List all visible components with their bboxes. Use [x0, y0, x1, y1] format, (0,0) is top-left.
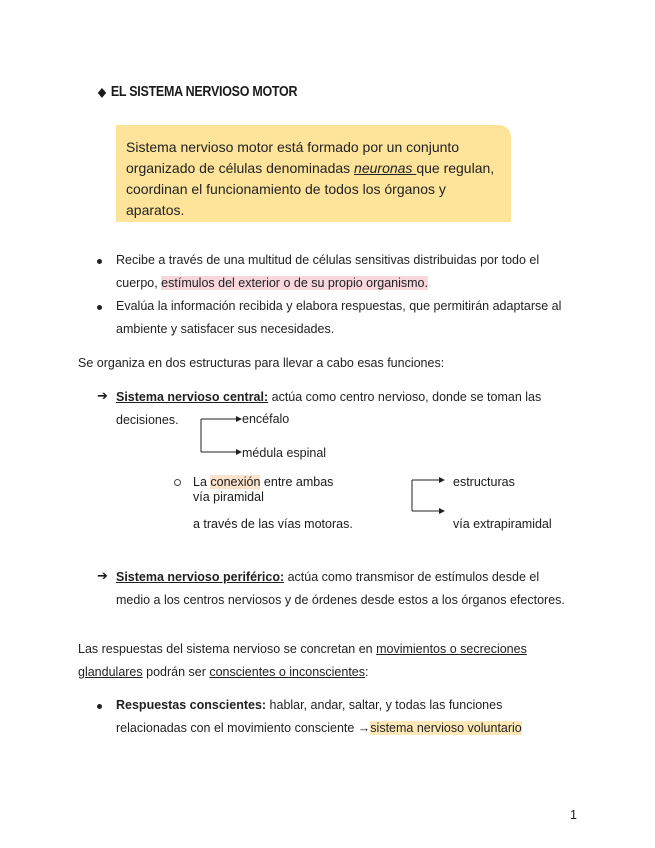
circle-bullet-icon — [174, 479, 181, 486]
sub-post: entre ambas — [260, 475, 334, 489]
conscious-item — [116, 694, 596, 739]
arrow-right-icon: → — [357, 720, 371, 735]
branch-bracket-icon — [409, 477, 445, 515]
central-item — [116, 386, 586, 431]
bullet-item-1 — [116, 249, 586, 294]
peripheral-desc: actúa como transmisor de estímulos desde el — [284, 570, 540, 584]
bullet-item-2 — [116, 295, 586, 340]
conscious-highlight: sistema nervioso voluntario — [370, 720, 522, 735]
central-label: Sistema nervioso central: — [116, 390, 269, 404]
sub-line1 — [193, 475, 333, 490]
sub-highlight: conexión — [210, 475, 261, 489]
conscious-label: Respuestas conscientes: — [116, 698, 267, 712]
branch-medula: médula espinal — [242, 446, 327, 460]
responses-underline-1: movimientos o secreciones — [376, 642, 527, 656]
arrow-right-icon: ➔ — [97, 388, 108, 403]
sub-right-bottom: vía extrapiramidal — [453, 517, 552, 531]
intro-text: Se organiza en dos estructuras para llevar a cabo esas funciones: — [78, 356, 445, 370]
bullet-1-highlight: estímulos del exterior o de su propio organismo. — [161, 275, 428, 290]
sub-right-top: estructuras — [453, 475, 515, 489]
sub-pre: La — [193, 475, 211, 489]
central-desc: actúa como centro nervioso, donde se toman las — [268, 390, 542, 404]
bullet-2-line2: ambiente y satisfacer sus necesidades. — [116, 321, 335, 336]
bullet-2-line1: Evalúa la información recibida y elabora respuestas, que permitirán adaptarse al — [116, 299, 562, 313]
callout-text-post: que regulan, coordinan el funcionamiento de todos los órganos y aparatos. — [126, 160, 495, 218]
callout-emphasis: neuronas — [354, 160, 417, 176]
responses-underline-2: conscientes o inconscientes — [209, 664, 366, 679]
heading-text: EL SISTEMA NERVIOSO MOTOR — [110, 84, 298, 100]
peripheral-item — [116, 566, 596, 611]
bullet-1-line2 — [116, 272, 586, 295]
callout-text-pre: Sistema nervioso motor está formado por un conjunto organizado de células denominadas — [126, 139, 460, 176]
page-number: 1 — [570, 808, 577, 822]
sub-line3: a través de las vías motoras. — [193, 517, 353, 531]
responses-pre: Las respuestas del sistema nervioso se concretan en — [78, 642, 377, 656]
responses-end: : — [365, 664, 369, 679]
responses-underline-1b: glandulares — [78, 664, 143, 679]
central-line2: decisiones. — [116, 412, 179, 427]
conscious-line2-pre: relacionadas con el movimiento consciente — [116, 720, 358, 735]
arrow-right-icon: ➔ — [97, 568, 108, 583]
responses-paragraph — [78, 638, 558, 683]
responses-mid: podrán ser — [142, 664, 210, 679]
bullet-dot-icon — [97, 305, 102, 310]
bullet-1-line2-pre: cuerpo, — [116, 275, 162, 290]
definition-callout — [116, 125, 511, 222]
bullet-dot-icon — [97, 259, 102, 264]
peripheral-line2: medio a los centros nerviosos y de órdenes desde estos a los órganos efectores. — [116, 592, 565, 607]
bullet-1-line1: Recibe a través de una multitud de células sensitivas distribuidas por todo el — [116, 253, 540, 267]
bullet-dot-icon — [97, 704, 102, 709]
branch-bracket-icon — [198, 414, 244, 456]
sub-line2: vía piramidal — [193, 490, 264, 504]
diamond-bullet-icon: ◆ — [98, 85, 106, 99]
conscious-desc: hablar, andar, saltar, y todas las funciones — [266, 698, 503, 712]
peripheral-label: Sistema nervioso periférico: — [116, 570, 285, 584]
branch-encefalo: encéfalo — [242, 412, 290, 426]
section-heading — [98, 84, 297, 100]
